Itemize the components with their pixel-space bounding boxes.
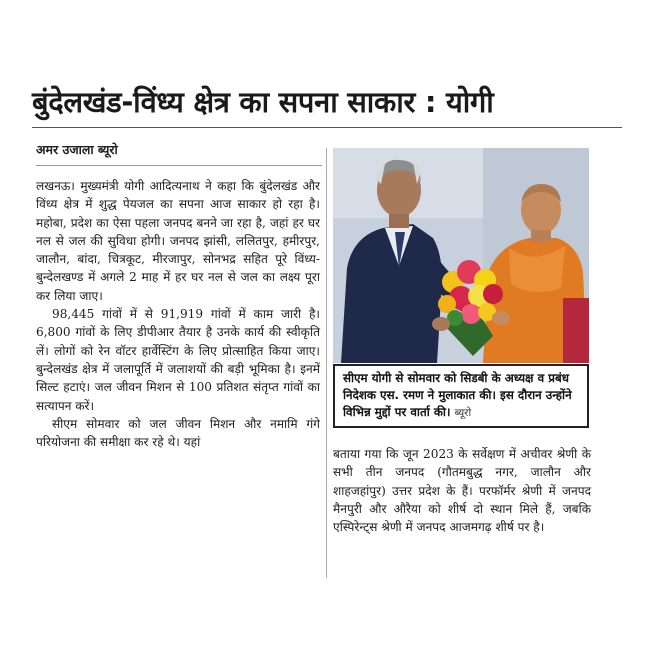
paragraph-4: बताया गया कि जून 2023 के सर्वेक्षण में अचीवर श्रेणी के सभी तीन जनपद (गौतमबुद्ध नगर, जालौन और शाहजहांपुर) उत्तर प्रदेश के हैं। परफॉर्मर श्रेणी में जनपद मैनपुरी और औरैया को शीर्ष दो स्थान मिले हैं, जबकि एस्पिरेन्ट्स श्रेणी में जनपद आजमगढ़ शीर्ष पर है। — [333, 447, 591, 535]
photo-caption-text: सीएम योगी से सोमवार को सिडबी के अध्यक्ष व प्रबंध निदेशक एस. रमण ने मुलाकात की। इस दौरान उन्होंने विभिन्न मुद्दों पर वार्ता की। — [343, 371, 572, 419]
paragraph-1: लखनऊ। मुख्यमंत्री योगी आदित्यनाथ ने कहा कि बुंदेलखंड और विंध्य क्षेत्र में शुद्ध पेयजल का सपना आज साकार हो रहा है। महोबा, प्रदेश का ऐसा पहला जनपद बनने जा रहा है, जहां हर घर नल से जल की सुविधा होगी। जनपद झांसी, ललितपुर, हमीरपुर, जालौन, बांदा, चित्रकूट, मीरजापुर, सोनभद्र सहित पूरे विंध्य-बुन्देलखण्ड में अगले 2 माह में हर घर नल से जल का लक्ष्य पूरा कर लिया जाए। — [36, 179, 320, 303]
byline: अमर उजाला ब्यूरो — [36, 142, 118, 157]
photo-illustration — [333, 148, 589, 363]
right-column — [333, 445, 591, 536]
byline-divider — [36, 165, 322, 166]
news-photo — [333, 148, 589, 363]
photo-caption — [343, 370, 581, 422]
paragraph-2: 98,445 गांवों में से 91,919 गांवों में काम जारी है। 6,800 गांवों के लिए डीपीआर तैयार है उनके कार्य की स्वीकृति लें। लोगों को रेन वॉटर हार्वेस्टिंग के लिए प्रोत्साहित किया जाए। बुन्देलखंड क्षेत्र में जलापूर्ति में जलाशयों की बड़ी भूमिका है। इनमें सिल्ट हटाएं। जल जीवन मिशन से 100 प्रतिशत संतृप्त गांवों का सत्यापन करें। — [36, 307, 320, 413]
photo-caption-box — [333, 364, 589, 428]
paragraph-3: सीएम सोमवार को जल जीवन मिशन और नमामि गंगे परियोजना की समीक्षा कर रहे थे। यहां — [36, 416, 320, 450]
column-divider — [326, 148, 327, 578]
photo-credit: ब्यूरो — [454, 407, 472, 419]
left-column — [36, 177, 320, 451]
headline: बुंदेलखंड-विंध्य क्षेत्र का सपना साकार : योगी — [32, 82, 622, 128]
